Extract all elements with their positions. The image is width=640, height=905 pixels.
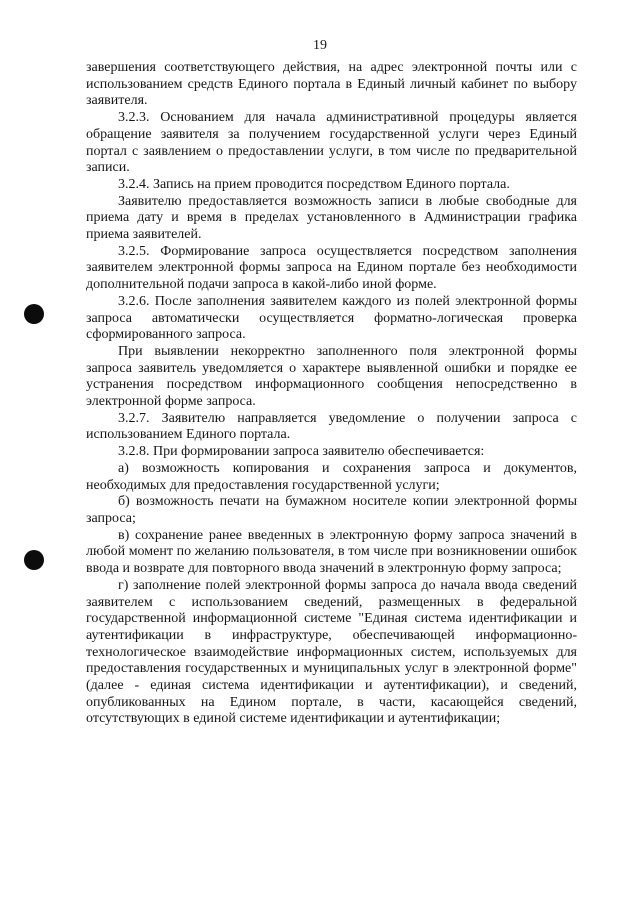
punch-hole-mark (24, 550, 44, 570)
document-body (86, 60, 577, 728)
paragraph-3-2-5: 3.2.5. Формирование запроса осуществляется посредством заполнения заявителем электронной формы запроса на Едином портале без необходимости дополнительной подачи запроса в какой-либо иной форме. (86, 243, 577, 293)
paragraph-continuation: завершения соответствующего действия, на адрес электронной почты или с использованием средств Единого портала в Единый личный кабинет по выбору заявителя. (86, 60, 577, 109)
punch-hole-mark (24, 304, 44, 324)
paragraph-3-2-8: 3.2.8. При формировании запроса заявителю обеспечивается: (118, 444, 485, 460)
paragraph-appointment: Заявителю предоставляется возможность записи в любые свободные для приема дату и время в пределах установленного в Администрации графика приема заявителей. (86, 193, 577, 243)
list-item-a: а) возможность копирования и сохранения запроса и документов, необходимых для предоставления государственной услуги; (86, 460, 577, 493)
page-number: 19 (313, 38, 327, 53)
list-item-v: в) сохранение ранее введенных в электронную форму запроса значений в любой момент по желанию пользователя, в том числе при возникновении ошибок ввода и возврате для повторного ввода значений в электронную форму запроса; (86, 527, 577, 577)
list-item-g: г) заполнение полей электронной формы запроса до начала ввода сведений заявителем с использованием сведений, размещенных в федеральной государственной информационной системе "Единая система идентификации и аутентификации в инфраструктуре, обеспечивающей информационно-технологическое взаимодействие информационных систем, используемых для предоставления государственных и муниципальных услуг в электронной форме" (далее - единая система идентификации и аутентификации), и сведений, опубликованных на Едином портале, в части, касающейся сведений, отсутствующих в единой системе идентификации и аутентификации; (86, 577, 577, 727)
paragraph-3-2-4: 3.2.4. Запись на прием проводится посредством Единого портала. (118, 176, 510, 192)
list-item-b: б) возможность печати на бумажном носителе копии электронной формы запроса; (86, 494, 577, 526)
paragraph-error-notice: При выявлении некорректно заполненного поля электронной формы запроса заявитель уведомляется о характере выявленной ошибки и порядке ее устранения посредством информационного сообщения непосредственно в электронной форме запроса. (86, 343, 577, 410)
paragraph-3-2-3: 3.2.3. Основанием для начала административной процедуры является обращение заявителя за получением государственной услуги через Единый портал с заявлением о предоставлении услуги, в том числе по предварительной записи. (86, 110, 577, 176)
paragraph-3-2-6: 3.2.6. После заполнения заявителем каждого из полей электронной формы запроса автоматически осуществляется форматно-логическая проверка сформированного запроса. (86, 293, 577, 343)
paragraph-3-2-7: 3.2.7. Заявителю направляется уведомление о получении запроса с использованием Единого портала. (86, 410, 577, 443)
